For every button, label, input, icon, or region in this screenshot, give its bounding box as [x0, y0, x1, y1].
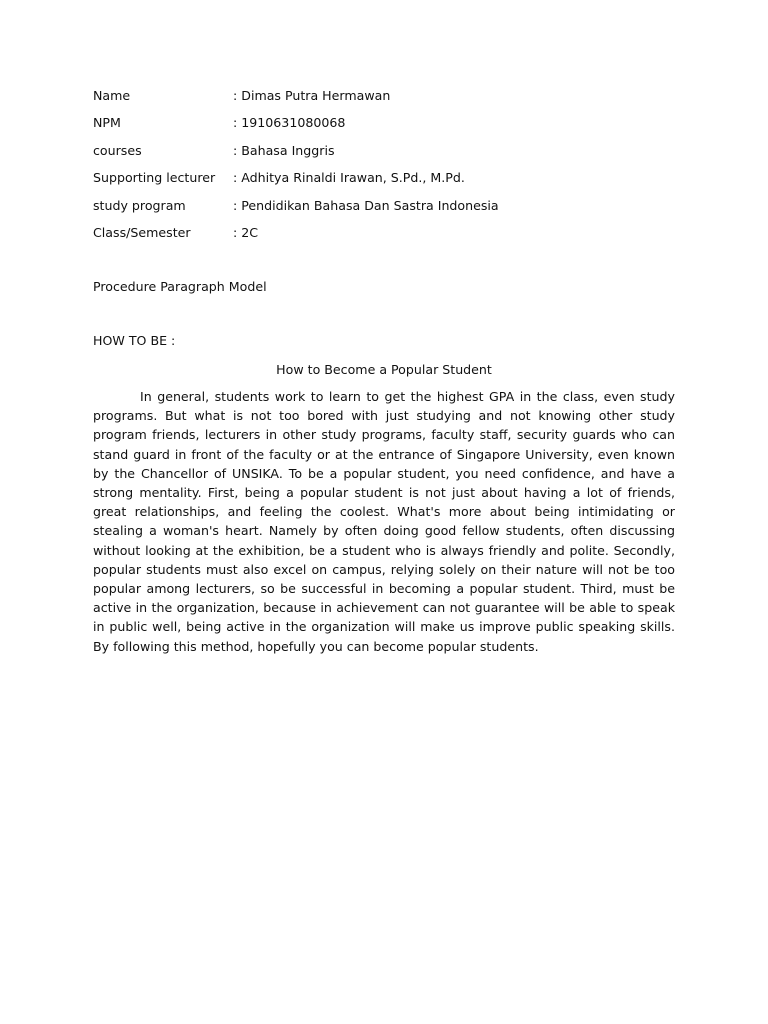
- info-row-study-program: [93, 196, 683, 223]
- info-label: Class/Semester: [93, 224, 191, 240]
- info-label: study program: [93, 197, 186, 213]
- info-value: : Bahasa Inggris: [233, 142, 335, 158]
- info-value: : 2C: [233, 224, 259, 240]
- how-to-be-label: HOW TO BE :: [93, 333, 176, 348]
- info-value: : Dimas Putra Hermawan: [233, 88, 391, 103]
- info-value: : Pendidikan Bahasa Dan Sastra Indonesia: [233, 197, 499, 213]
- info-row-courses: [93, 141, 683, 168]
- essay-paragraph: In general, students work to learn to get the highest GPA in the class, even study programs. But what is not too bored with just studying and not knowing other study program friends, lecturers in other study programs, faculty staff, security guards who can stand guard in front of the faculty or at the entrance of Singapore University, even known by the Chancellor of UNSIKA. To be a popular student, you need confidence, and have a strong mentality. First, being a popular student is not just about having a lot of friends, great relationships, and feeling the coolest. What's more about being intimidating or stealing a woman's heart. Namely by often doing good fellow students, often discussing without looking at the exhibition, be a student who is always friendly and polite. Secondly, popular students must also excel on campus, relying solely on their nature will not be too popular among lecturers, so be successful in becoming a popular student. Third, must be active in the organization, because in achievement can not guarantee will be able to speak in public well, being active in the organization will make us improve public speaking skills. By following this method, hopefully you can become popular students.: [93, 389, 675, 654]
- essay-title: How to Become a Popular Student: [276, 362, 492, 377]
- info-row-npm: [93, 113, 683, 140]
- info-row-name: [93, 86, 683, 113]
- info-label: NPM: [93, 115, 121, 131]
- info-label: courses: [93, 142, 142, 158]
- student-info-table: [93, 86, 683, 250]
- paragraph-model-label: Procedure Paragraph Model: [93, 279, 267, 294]
- info-row-class-semester: [93, 223, 683, 250]
- info-label: Name: [93, 88, 131, 103]
- info-label: Supporting lecturer: [93, 170, 216, 186]
- info-value: : 1910631080068: [233, 115, 346, 131]
- info-value: : Adhitya Rinaldi Irawan, S.Pd., M.Pd.: [233, 170, 465, 186]
- info-row-lecturer: [93, 168, 683, 195]
